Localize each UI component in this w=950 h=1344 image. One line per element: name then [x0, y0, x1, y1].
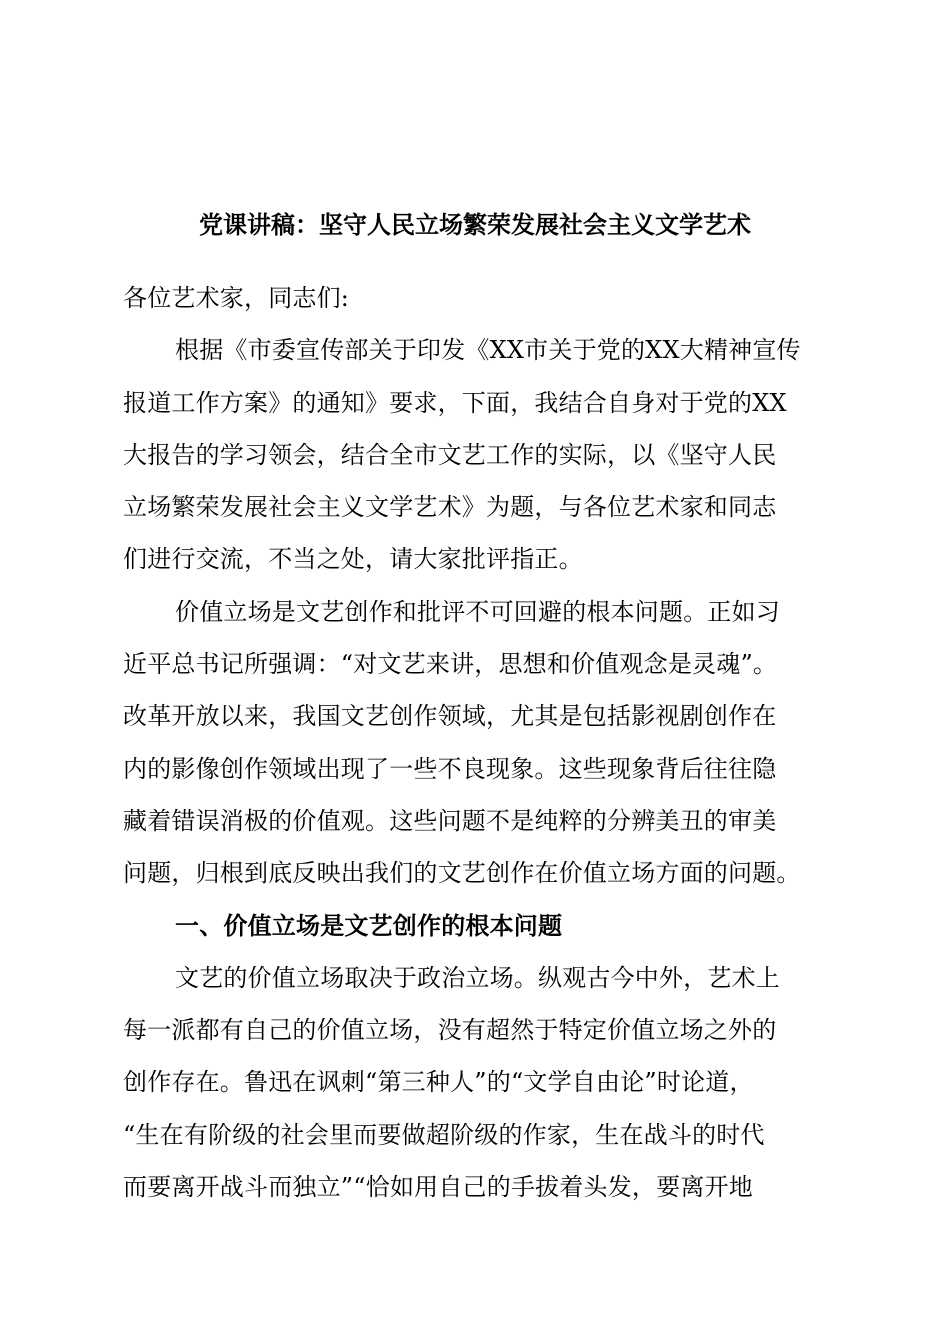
- document-title: 党课讲稿：坚守人民立场繁荣发展社会主义文学艺术: [199, 211, 751, 239]
- paragraph-line: 改革开放以来，我国文艺创作领域，尤其是包括影视剧创作在: [123, 702, 777, 731]
- paragraph-line: 文艺的价值立场取决于政治立场。纵观古今中外，艺术上: [175, 963, 780, 992]
- paragraph-line: 创作存在。鲁迅在讽刺“第三种人”的“文学自由论”时论道，: [123, 1068, 754, 1097]
- document-body: [123, 272, 829, 1213]
- paragraph-line: 近平总书记所强调：“对文艺来讲，思想和价值观念是灵魂”。: [123, 650, 778, 679]
- paragraph-line: 大报告的学习领会，结合全市文艺工作的实际，以《坚守人民: [123, 440, 777, 469]
- section-heading: 一、价值立场是文艺创作的根本问题: [175, 911, 563, 940]
- paragraph-line: “生在有阶级的社会里而要做超阶级的作家，生在战斗的时代: [123, 1120, 765, 1149]
- paragraph-line: 根据《市委宣传部关于印发《XX市关于党的XX大精神宣传: [175, 336, 801, 365]
- paragraph-line: 藏着错误消极的价值观。这些问题不是纯粹的分辨美丑的审美: [123, 806, 777, 835]
- paragraph-line: 立场繁荣发展社会主义文学艺术》为题，与各位艺术家和同志: [123, 493, 777, 522]
- paragraph-line: 而要离开战斗而独立”“恰如用自己的手拔着头发，要离开地: [123, 1173, 753, 1202]
- paragraph-line: 价值立场是文艺创作和批评不可回避的根本问题。正如习: [175, 597, 780, 626]
- paragraph-line: 报道工作方案》的通知》要求，下面，我结合自身对于党的XX: [123, 388, 787, 417]
- paragraph-line: 内的影像创作领域出现了一些不良现象。这些现象背后往往隐: [123, 754, 777, 783]
- paragraph-line: 问题，归根到底反映出我们的文艺创作在价值立场方面的问题。: [123, 859, 801, 888]
- paragraph-line: 们进行交流，不当之处，请大家批评指正。: [123, 545, 583, 574]
- salutation-line: 各位艺术家，同志们:: [123, 284, 350, 312]
- paragraph-line: 每一派都有自己的价值立场，没有超然于特定价值立场之外的: [123, 1016, 777, 1045]
